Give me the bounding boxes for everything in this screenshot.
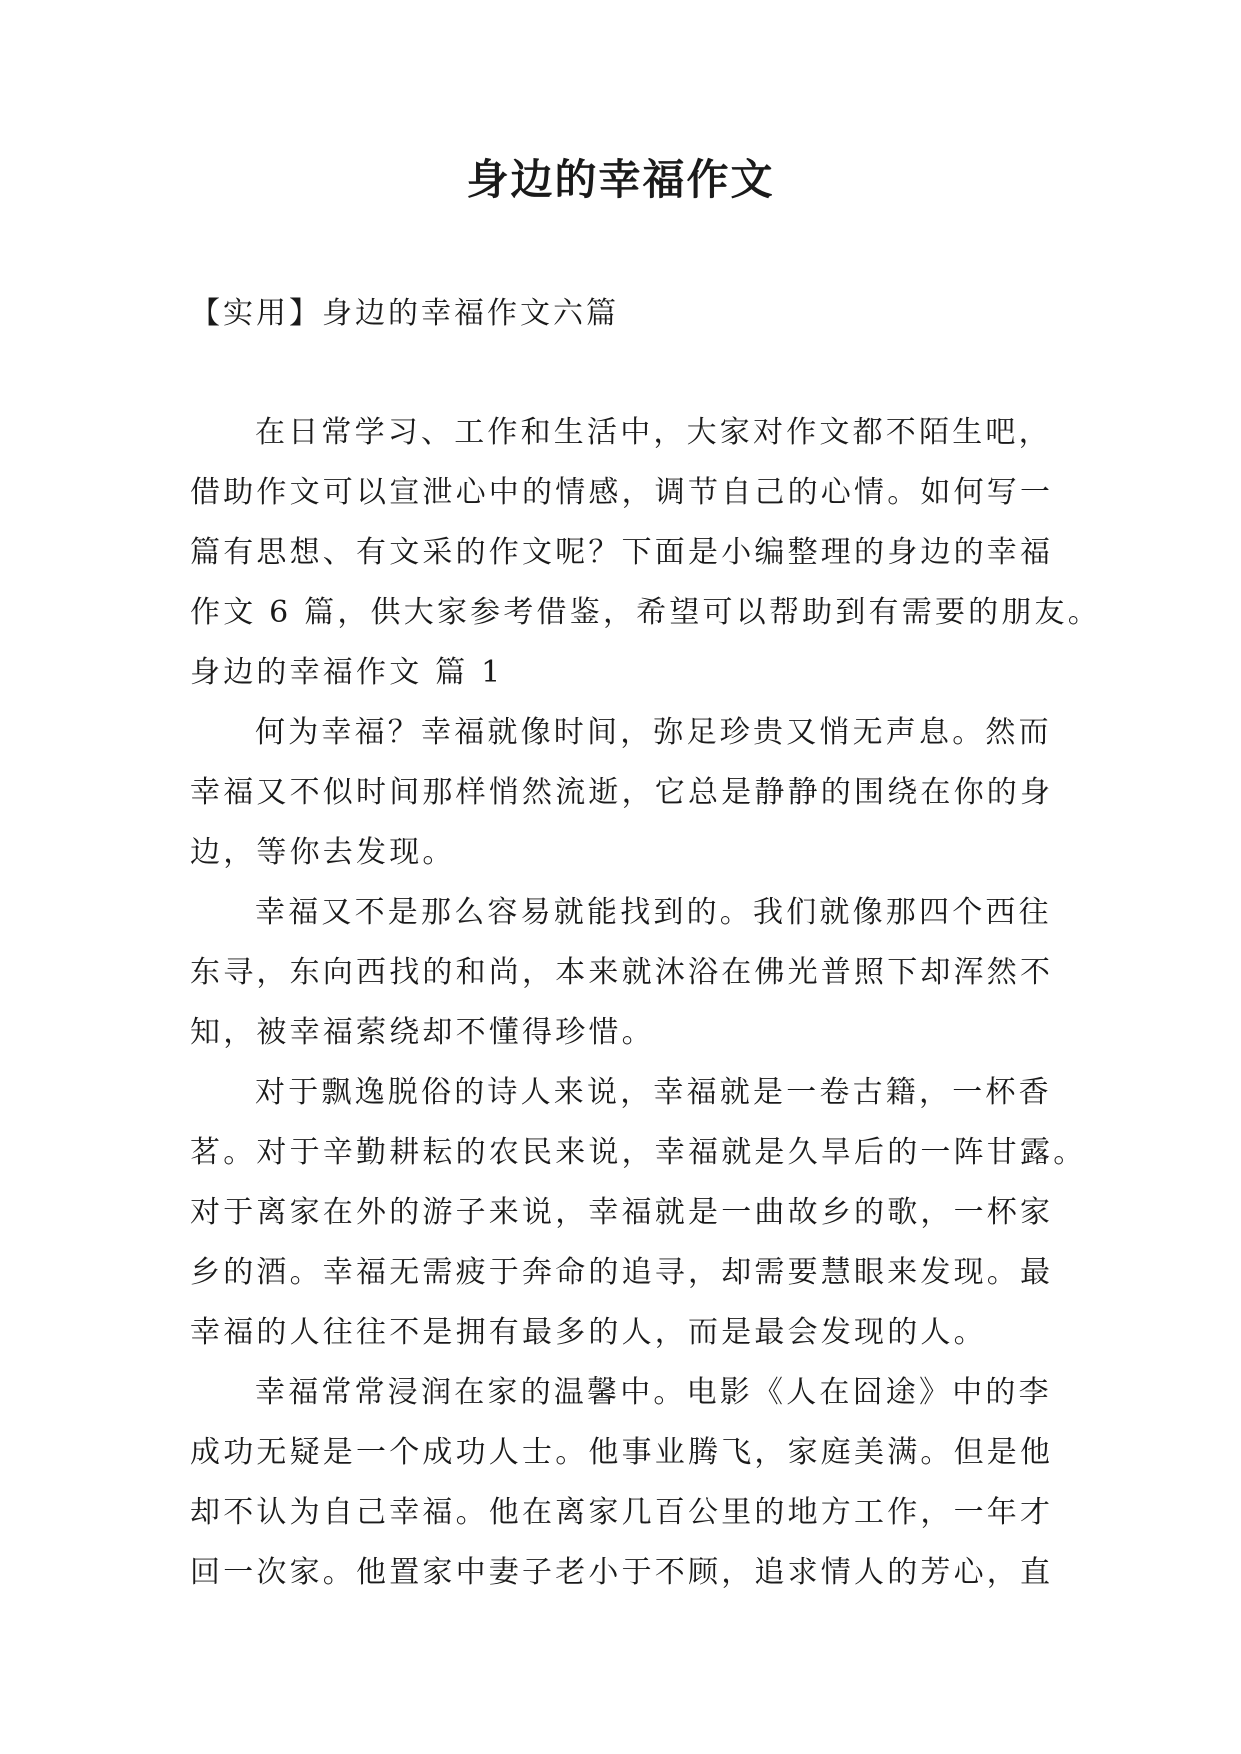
body-text-line: 却不认为自己幸福。他在离家几百公里的地方工作，一年才 (190, 1495, 1054, 1530)
body-text-line: 回一次家。他置家中妻子老小于不顾，追求情人的芳心，直 (190, 1555, 1054, 1590)
body-text-line: 幸福又不似时间那样悄然流逝，它总是静静的围绕在你的身 (190, 775, 1054, 810)
body-text-line: 茗。对于辛勤耕耘的农民来说，幸福就是久旱后的一阵甘露。 (190, 1135, 1087, 1170)
body-text-line: 幸福的人往往不是拥有最多的人，而是最会发现的人。 (190, 1315, 987, 1350)
body-text-line: 对于飘逸脱俗的诗人来说，幸福就是一卷古籍，一杯香 (255, 1075, 1052, 1110)
document-subtitle: 【实用】身边的幸福作文六篇 (190, 296, 619, 331)
body-text-line: 幸福又不是那么容易就能找到的。我们就像那四个西往 (255, 895, 1052, 930)
body-text-line: 边，等你去发现。 (190, 835, 456, 870)
body-text-line: 篇有思想、有文采的作文呢？下面是小编整理的身边的幸福 (190, 535, 1054, 570)
body-text-line: 成功无疑是一个成功人士。他事业腾飞，家庭美满。但是他 (190, 1435, 1054, 1470)
body-text-line: 乡的酒。幸福无需疲于奔命的追寻，却需要慧眼来发现。最 (190, 1255, 1054, 1290)
body-text-line: 对于离家在外的游子来说，幸福就是一曲故乡的歌，一杯家 (190, 1195, 1054, 1230)
body-text-line: 何为幸福？幸福就像时间，弥足珍贵又悄无声息。然而 (255, 715, 1052, 750)
body-text-line: 作文 6 篇，供大家参考借鉴，希望可以帮助到有需要的朋友。 (190, 595, 1101, 630)
body-text-line: 知，被幸福萦绕却不懂得珍惜。 (190, 1015, 655, 1050)
body-text-line: 身边的幸福作文 篇 1 (190, 655, 504, 690)
body-text-line: 在日常学习、工作和生活中，大家对作文都不陌生吧， (255, 415, 1052, 450)
body-text-line: 东寻，东向西找的和尚，本来就沐浴在佛光普照下却浑然不 (190, 955, 1054, 990)
document-body (190, 403, 1101, 1603)
body-text-line: 幸福常常浸润在家的温馨中。电影《人在囧途》中的李 (255, 1375, 1052, 1410)
document-title: 身边的幸福作文 (466, 155, 775, 204)
body-text-line: 借助作文可以宣泄心中的情感，调节自己的心情。如何写一 (190, 475, 1054, 510)
